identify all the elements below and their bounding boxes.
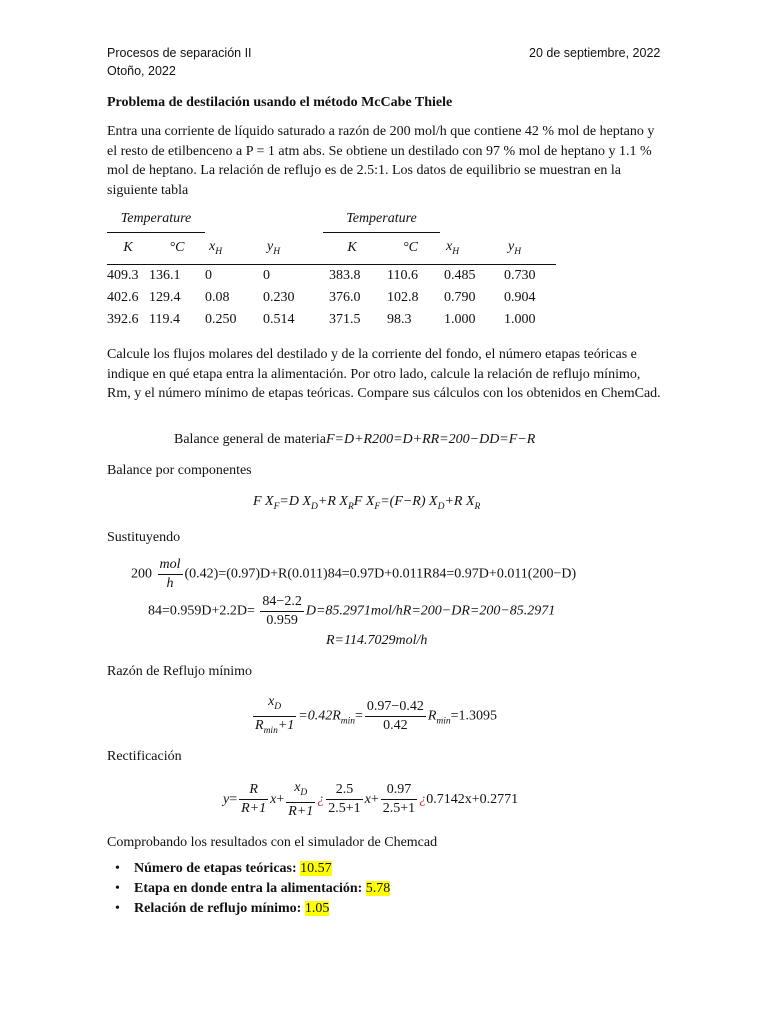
table-cell: 383.8 <box>329 267 361 283</box>
intro-paragraph: Entra una corriente de líquido saturado a razón de 200 mol/h que contiene 42 % mol de heptano y el resto de etilbenceno a P = 1 atm abs. Se obtiene un destilado con 97 % mol de heptano y 1.1 % mol de heptano. La relación de reflujo es de 2.5:1. Los datos de equilibrio se muestran en la siguiente tabla <box>107 124 655 198</box>
term: Otoño, 2022 <box>107 64 176 78</box>
fraction-slope: $\frac{2.5}{2.5+1}$ <box>328 782 361 817</box>
table-cell: 1.000 <box>504 311 536 327</box>
highlighted-value: 1.05 <box>304 901 330 916</box>
min-reflux-label: Razón de Reflujo mínimo <box>107 664 253 679</box>
column-header-k: K <box>123 240 133 255</box>
table-cell: 0.790 <box>444 289 476 305</box>
table-row <box>107 309 556 331</box>
course-name: Procesos de separación II <box>107 46 252 60</box>
table-cell: 409.3 <box>107 267 139 283</box>
min-reflux-equation: $\frac{x_D}{R_{min}+1}$ $=0.42R_{min}=$ $\frac{0.97-0.42}{0.42}$ $R_{min}=1.3095$ <box>251 693 497 740</box>
highlighted-value: 5.78 <box>365 881 391 896</box>
temperature-group-header: Temperature <box>323 206 440 232</box>
table-cell: 402.6 <box>107 289 139 305</box>
highlighted-value: 10.57 <box>300 861 332 876</box>
substituting-label: Sustituyendo <box>107 530 181 545</box>
substitution-equation-1: 200 $\frac{\text{mol}}{h}$ (0.42)=(0.97)D+R(0.011)84=0.97D+0.011R84=0.97D+0.011(200−D) <box>131 557 577 591</box>
table-cell: 1.000 <box>444 311 476 327</box>
equilibrium-table <box>107 206 556 331</box>
table-cell: 0 <box>263 267 270 283</box>
table-cell: 119.4 <box>149 311 180 327</box>
fraction-xd-over-r1: $\frac{x_D}{R+1}$ <box>288 780 314 819</box>
table-cell: 0.904 <box>504 289 536 305</box>
table-cell: 129.4 <box>149 289 181 305</box>
temperature-group-header: Temperature <box>107 206 205 232</box>
table-cell: 0.730 <box>504 267 536 283</box>
table-cell: 0 <box>205 267 212 283</box>
fraction-r-over-r1: $\frac{R}{R+1}$ <box>241 782 267 817</box>
date: 20 de septiembre, 2022 <box>529 46 661 60</box>
fraction-xd-rmin: $\frac{x_D}{R_{min}+1}$ <box>255 694 295 736</box>
list-item: • Etapa en donde entra la alimentación: 5.78 <box>115 881 391 896</box>
table-cell: 98.3 <box>387 311 412 327</box>
table-cell: 102.8 <box>387 289 419 305</box>
general-balance-equation <box>174 432 535 448</box>
results-list <box>107 859 390 919</box>
general-balance-label: Balance general de materia <box>174 432 326 447</box>
list-item: • Número de etapas teóricas: 10.57 <box>115 861 332 876</box>
fraction-intercept: $\frac{0.97}{2.5+1}$ <box>382 782 416 817</box>
table-cell: 110.6 <box>387 267 418 283</box>
column-header-k: K <box>347 240 357 255</box>
column-header-xh: $x_H$ <box>209 238 223 257</box>
column-header-yh: $y_H$ <box>508 238 522 257</box>
table-cell: 136.1 <box>149 267 181 283</box>
substitution-equation-2: 84=0.959D+2.2D= $\frac{84-2.2}{0.959}$ D=85.2971mol/hR=200−DR=200−85.2971 <box>148 594 556 628</box>
column-header-xh: $x_H$ <box>446 238 460 257</box>
table-cell: 392.6 <box>107 311 139 327</box>
rectification-equation: y= $\frac{R}{R+1}$ x+ $\frac{x_D}{R+1}$ ¿ $\frac{2.5}{2.5+1}$ x+ $\frac{0.97}{2.5+1}$ ¿0.7142x+0.2771 <box>223 780 519 819</box>
table-cell: 0.514 <box>263 311 295 327</box>
table-cell: 0.08 <box>205 289 230 305</box>
table-cell: 371.5 <box>329 311 361 327</box>
chemcad-check-label: Comprobando los resultados con el simulador de Chemcad <box>107 835 438 850</box>
substitution-equation-3: R=114.7029mol/h <box>326 633 428 648</box>
instructions-paragraph: Calcule los flujos molares del destilado y de la corriente del fondo, el número etapas teóricas e indique en qué etapa entra la alimentación. Por otro lado, calcule la relación de reflujo mínimo, Rm, y el número mínimo de etapas teóricas. Compare sus cálculos con los obtenidos en ChemCad. <box>107 347 661 401</box>
table-cell: 0.230 <box>263 289 295 305</box>
table-cell: 376.0 <box>329 289 361 305</box>
table-row <box>107 264 556 287</box>
list-item: • Relación de reflujo mínimo: 1.05 <box>115 901 330 916</box>
column-header-celsius: °C <box>169 240 185 255</box>
problem-title: Problema de destilación usando el método McCabe Thiele <box>107 95 453 110</box>
table-row <box>107 287 556 309</box>
fraction-mol-per-h: $\frac{\text{mol}}{h}$ <box>159 557 181 591</box>
general-balance-formula: F=D+R200=D+RR=200−DD=F−R <box>325 432 536 447</box>
fraction-rmin: $\frac{0.97-0.42}{0.42}$ <box>366 698 424 733</box>
table-cell: 0.250 <box>205 311 237 327</box>
component-balance-label: Balance por componentes <box>107 463 252 478</box>
rectification-label: Rectificación <box>107 749 182 764</box>
column-header-yh: $y_H$ <box>267 238 281 257</box>
fraction-d: $\frac{84-2.2}{0.959}$ <box>262 594 302 628</box>
table-cell: 0.485 <box>444 267 476 283</box>
column-header-celsius: °C <box>403 240 418 255</box>
component-balance-equation: F $X_F=D$ $X_D+R$ $X_RF$ $X_F=(F-R)$ $X_D+R$ $X_R$ <box>253 494 481 512</box>
